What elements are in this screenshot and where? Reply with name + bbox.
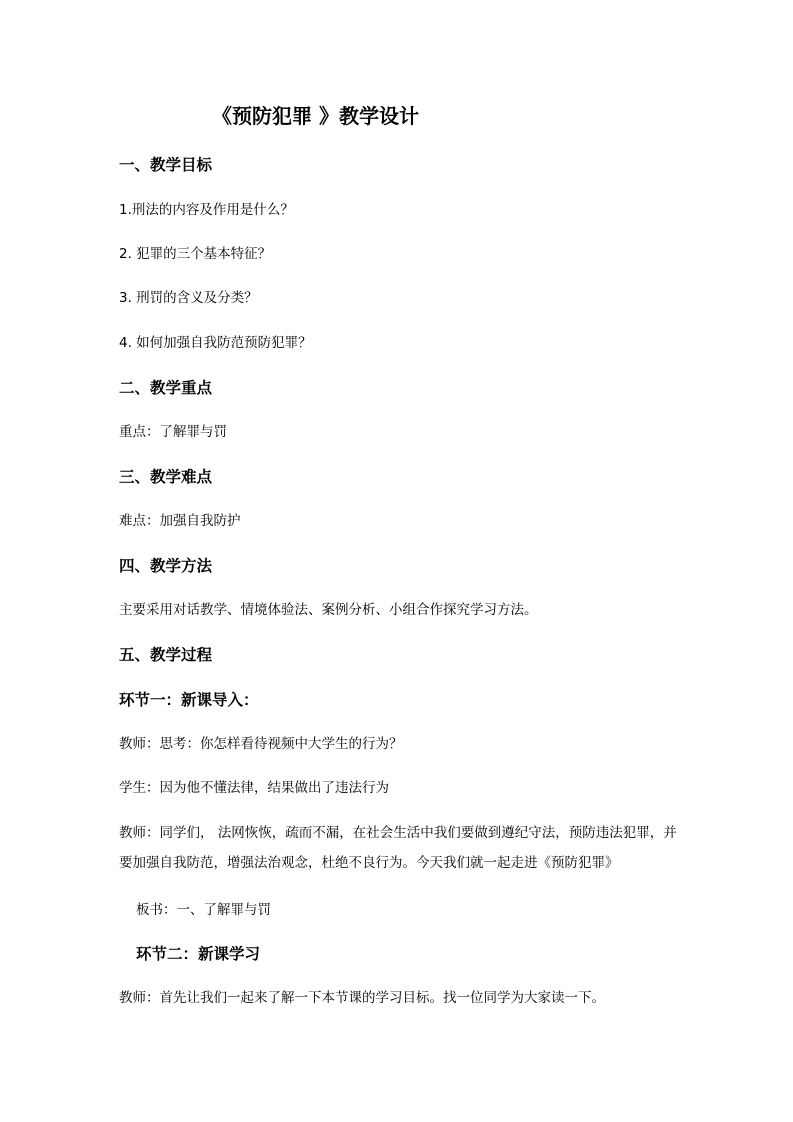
section-heading-key-points: 二、教学重点 (119, 379, 213, 397)
difficulties-text: 难点：加强自我防护 (119, 513, 241, 529)
objective-item-4: 4. 如何加强自我防范预防犯罪？ (119, 335, 312, 351)
board-note: 板书：一、了解罪与罚 (136, 902, 271, 918)
teacher-paragraph: 教师：同学们， 法网恢恢，疏而不漏，在社会生活中我们要做到遵纪守法，预防违法犯罪，并要加强自我防范，增强法治观念，杜绝不良行为。今天我们就一起走进《预防犯罪》 (119, 825, 677, 871)
step2-heading: 环节二：新课学习 (136, 945, 261, 963)
methods-text: 主要采用对话教学、情境体验法、案例分析、小组合作探究学习方法。 (119, 602, 538, 618)
key-points-text: 重点：了解罪与罚 (119, 424, 227, 440)
section-heading-difficulties: 三、教学难点 (119, 468, 213, 486)
objective-item-2: 2. 犯罪的三个基本特征？ (119, 246, 272, 262)
teacher-intro: 教师：首先让我们一起来了解一下本节课的学习目标。找一位同学为大家读一下。 (119, 990, 605, 1006)
student-answer: 学生：因为他不懂法律，结果做出了违法行为 (119, 780, 389, 796)
step1-heading: 环节一：新课导入： (119, 691, 259, 709)
section-heading-methods: 四、教学方法 (119, 557, 213, 575)
teacher-question: 教师：思考：你怎样看待视频中大学生的行为？ (119, 736, 403, 752)
section-heading-objectives: 一、教学目标 (119, 156, 213, 174)
document-title: 《预防犯罪 》教学设计 (212, 104, 419, 128)
objective-item-3: 3. 刑罚的含义及分类？ (119, 290, 258, 306)
section-heading-process: 五、教学过程 (119, 646, 213, 664)
objective-item-1: 1.刑法的内容及作用是什么？ (119, 202, 294, 218)
